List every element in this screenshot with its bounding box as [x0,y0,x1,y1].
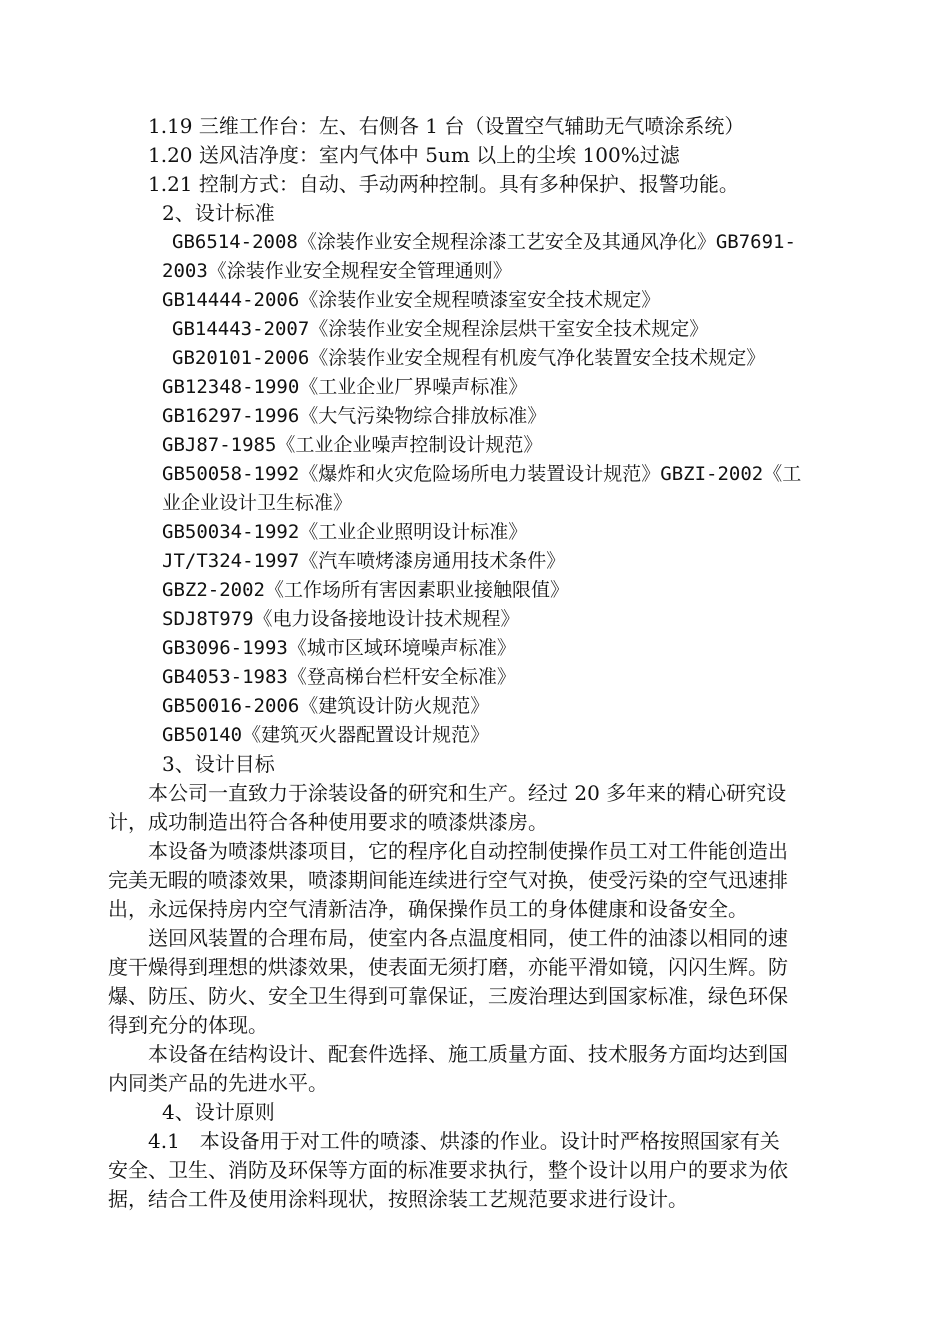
paragraph-line: 完美无暇的喷漆效果，喷漆期间能连续进行空气对换，使受污染的空气迅速排 [108,868,788,892]
standard-line: GB14443-2007《涂装作业安全规程涂层烘干室安全技术规定》 [172,318,709,340]
paragraph-line: 本公司一直致力于涂装设备的研究和生产。经过 20 多年来的精心研究设 [148,781,787,805]
paragraph-line: 内同类产品的先进水平。 [108,1071,328,1095]
standard-line: GB50034-1992《工业企业照明设计标准》 [162,521,528,543]
paragraph-line: 出，永远保持房内空气清新洁净，确保操作员工的身体健康和设备安全。 [108,897,748,921]
spec-item-1-21: 1.21 控制方式：自动、手动两种控制。具有多种保护、报警功能。 [148,172,739,196]
paragraph-line: 计，成功制造出符合各种使用要求的喷漆烘漆房。 [108,810,548,834]
paragraph-line: 4.1 本设备用于对工件的喷漆、烘漆的作业。设计时严格按照国家有关 [148,1129,780,1153]
standard-line: SDJ8T979《电力设备接地设计技术规程》 [162,608,520,630]
standard-line: GB4053-1983《登高梯台栏杆安全标准》 [162,666,516,688]
standard-line: GB50140《建筑灭火器配置设计规范》 [162,724,490,746]
section-heading-design-principles: 4、设计原则 [162,1100,275,1124]
spec-item-1-20: 1.20 送风洁净度：室内气体中 5um 以上的尘埃 100%过滤 [148,143,680,167]
standard-line: GB12348-1990《工业企业厂界噪声标准》 [162,376,528,398]
standard-line: GBJ87-1985《工业企业噪声控制设计规范》 [162,434,543,456]
paragraph-line: 安全、卫生、消防及环保等方面的标准要求执行，整个设计以用户的要求为依 [108,1158,788,1182]
paragraph-line: 度干燥得到理想的烘漆效果，使表面无须打磨，亦能平滑如镜，闪闪生辉。防 [108,955,788,979]
standard-line: GB50016-2006《建筑设计防火规范》 [162,695,490,717]
standard-line: GB50058-1992《爆炸和火灾危险场所电力装置设计规范》GBZI-2002《工 [162,463,802,485]
section-heading-design-goals: 3、设计目标 [162,752,275,776]
standard-line: JT/T324-1997《汽车喷烤漆房通用技术条件》 [162,550,566,572]
paragraph-line: 据，结合工件及使用涂料现状，按照涂装工艺规范要求进行设计。 [108,1187,688,1211]
standard-line: GB16297-1996《大气污染物综合排放标准》 [162,405,547,427]
paragraph-line: 送回风装置的合理布局，使室内各点温度相同，使工件的油漆以相同的速 [148,926,788,950]
paragraph-line: 本设备为喷漆烘漆项目，它的程序化自动控制使操作员工对工件能创造出 [148,839,788,863]
standard-line: GBZ2-2002《工作场所有害因素职业接触限值》 [162,579,569,601]
paragraph-line: 得到充分的体现。 [108,1013,268,1037]
section-heading-design-standards: 2、设计标准 [162,201,275,225]
standard-line: GB20101-2006《涂装作业安全规程有机废气净化装置安全技术规定》 [172,347,766,369]
standard-line: GB3096-1993《城市区域环境噪声标准》 [162,637,516,659]
standard-line: GB14444-2006《涂装作业安全规程喷漆室安全技术规定》 [162,289,661,311]
spec-item-1-19: 1.19 三维工作台：左、右侧各 1 台（设置空气辅助无气喷涂系统） [148,114,745,138]
standard-line: 2003《涂装作业安全规程安全管理通则》 [162,260,512,282]
paragraph-line: 本设备在结构设计、配套件选择、施工质量方面、技术服务方面均达到国 [148,1042,788,1066]
standard-line: GB6514-2008《涂装作业安全规程涂漆工艺安全及其通风净化》GB7691- [172,231,796,253]
paragraph-line: 爆、防压、防火、安全卫生得到可靠保证，三废治理达到国家标准，绿色环保 [108,984,788,1008]
standard-line: 业企业设计卫生标准》 [162,492,353,514]
